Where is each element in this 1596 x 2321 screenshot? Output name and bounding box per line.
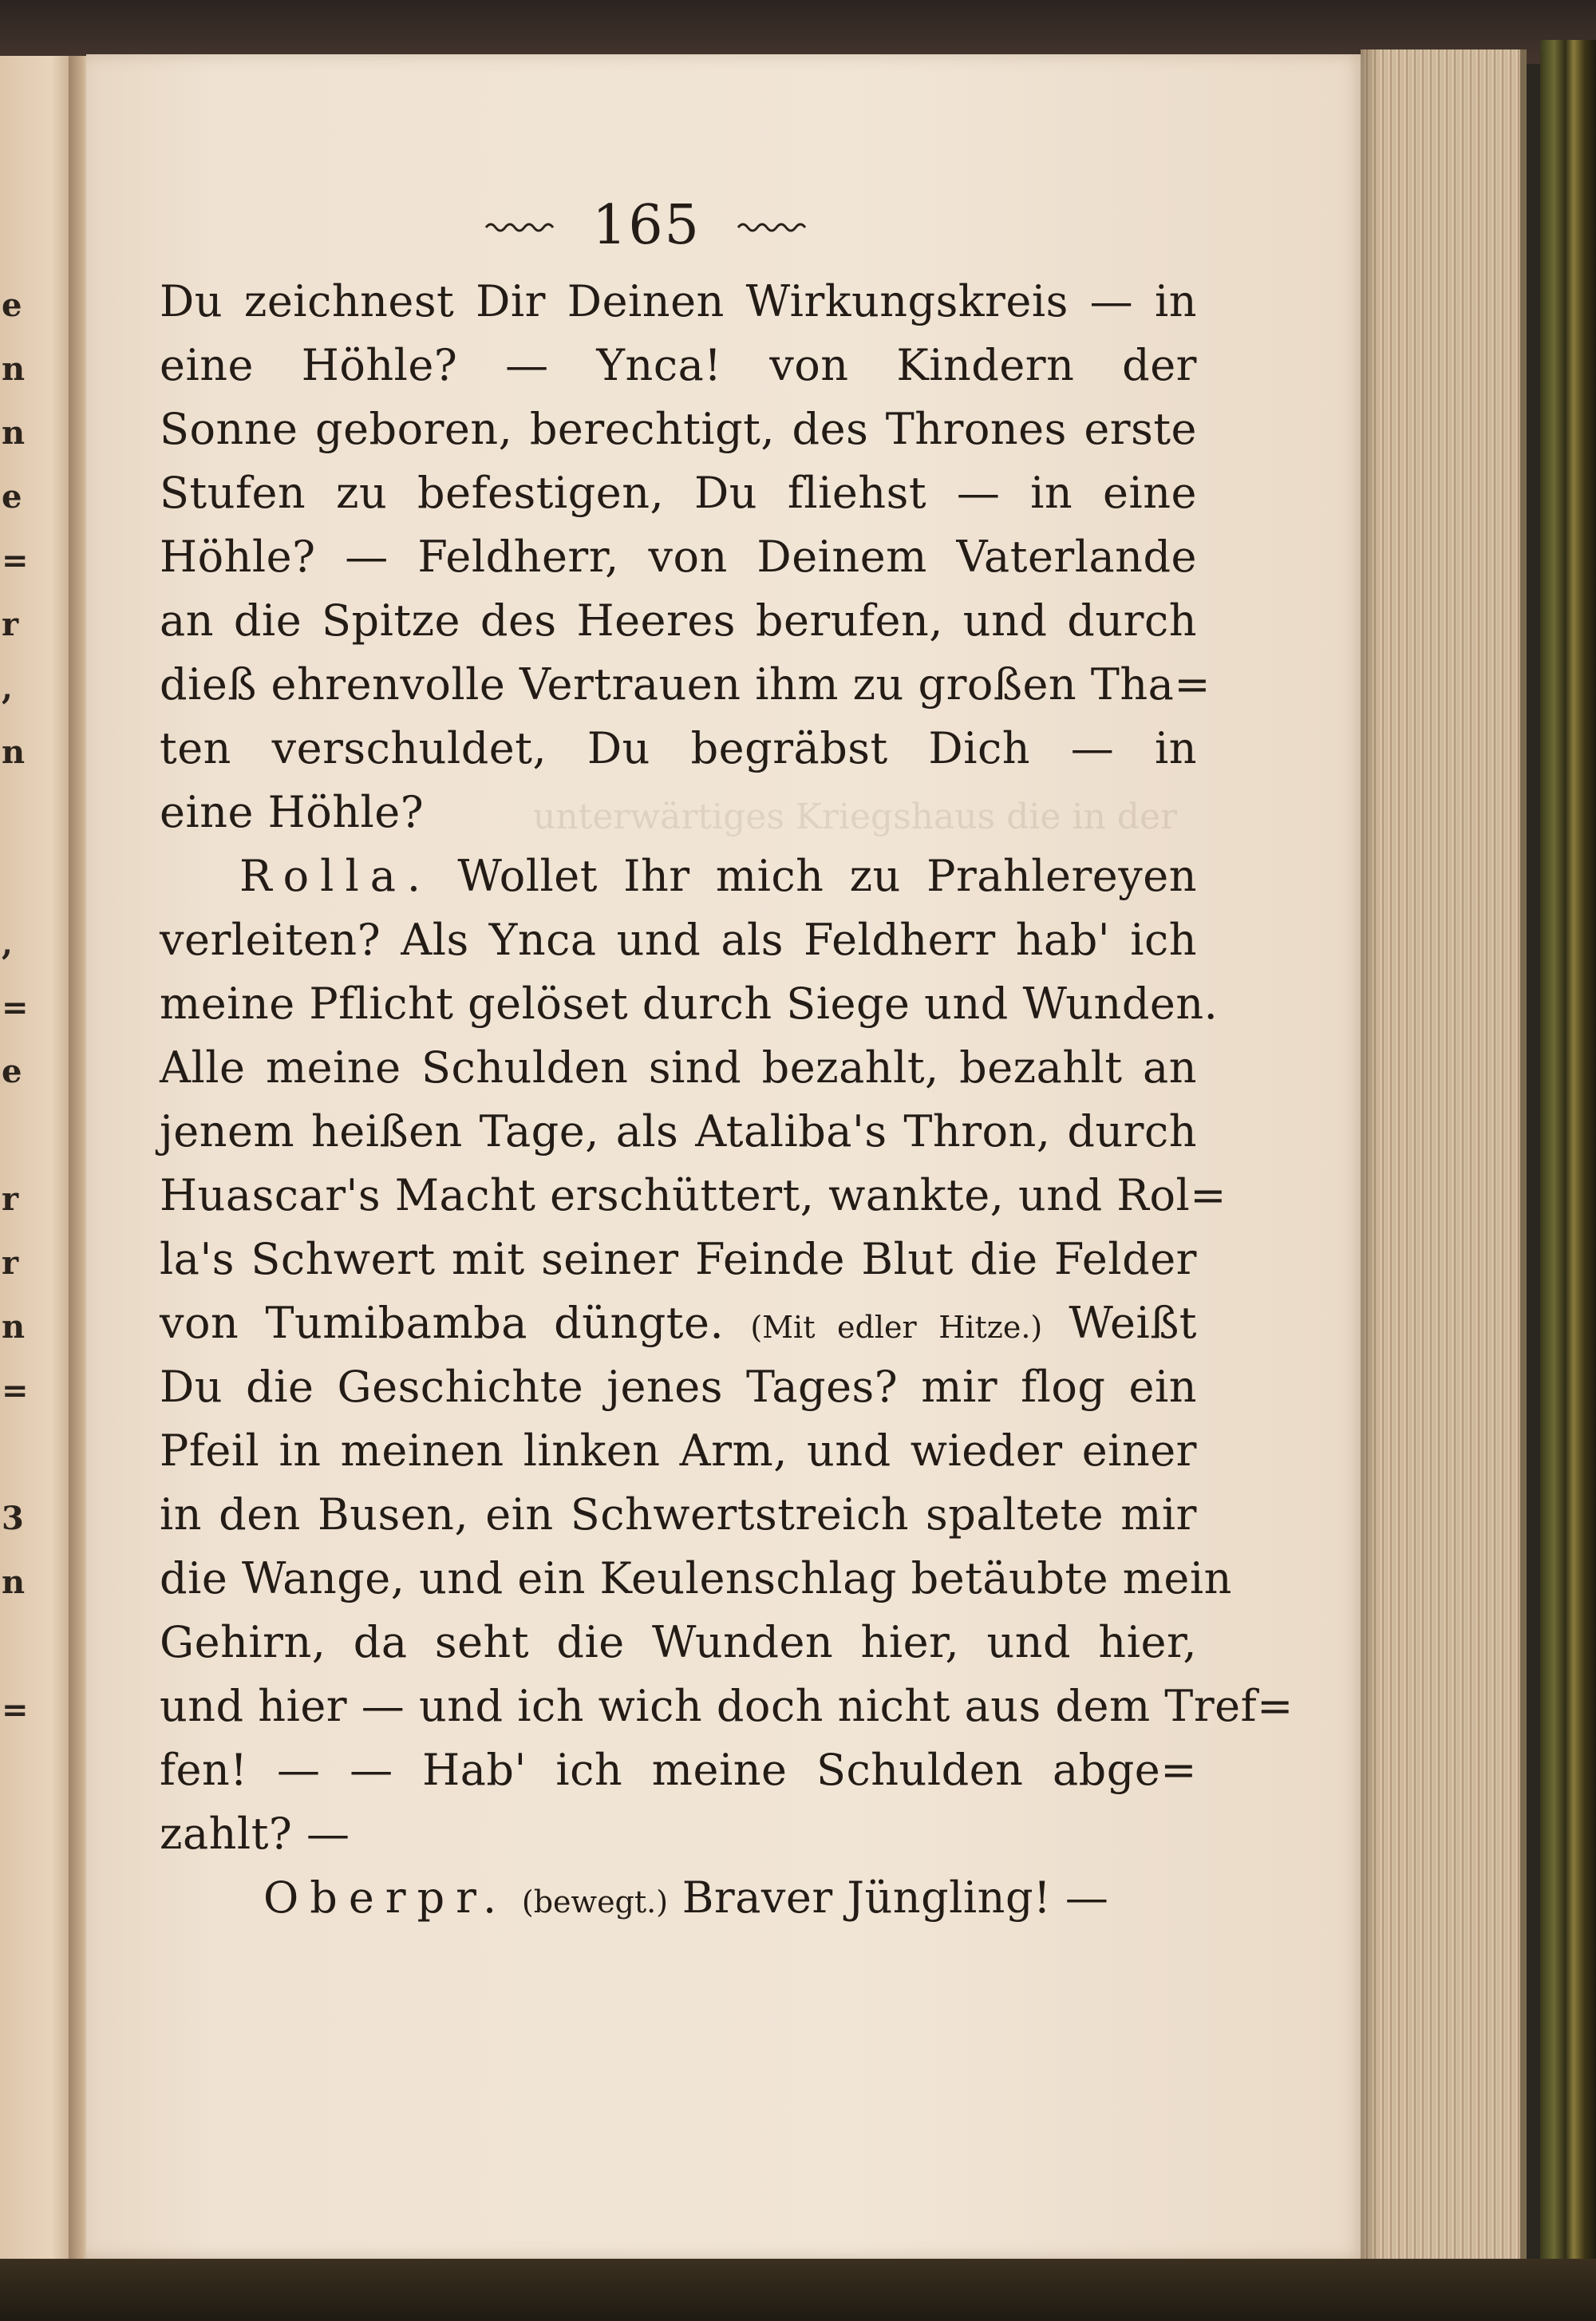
facing-page-letter: n <box>2 414 26 452</box>
speaker-line <box>160 1866 1197 1930</box>
text-fragment: Braver Jüngling! — <box>681 1872 1109 1923</box>
facing-page-letter: = <box>2 1691 29 1729</box>
facing-page-letter: r <box>2 1244 19 1282</box>
text-line: Stufen zu befestigen, Du fliehst — in eine <box>160 468 1197 518</box>
text-fragment: Wollet Ihr mich zu Prahlereyen <box>457 851 1198 901</box>
speaker-line <box>160 844 1197 908</box>
facing-page-letter: = <box>2 1372 29 1410</box>
facing-page-letter: r <box>2 606 19 643</box>
ornament-right-icon <box>737 219 808 232</box>
text-line: Höhle? — Feldherr, von Deinem Vaterlande <box>160 532 1197 582</box>
text-fragment: Weißt <box>1069 1298 1198 1348</box>
left-page-strip <box>0 56 73 2259</box>
text-fragment: von Tumibamba düngte. <box>160 1298 725 1348</box>
text-line: zahlt? — <box>160 1809 350 1859</box>
text-line: ten verschuldet, Du begräbst Dich — in <box>160 723 1197 773</box>
facing-page-letter: n <box>2 733 26 771</box>
text-line: die Wange, und ein Keulenschlag betäubte mein <box>160 1553 1232 1603</box>
text-line: verleiten? Als Ynca und als Feldherr hab' ich <box>160 915 1197 965</box>
facing-page-letter: n <box>2 1308 26 1346</box>
facing-page-letter: e <box>2 478 22 516</box>
book-binding <box>1540 40 1596 2299</box>
facing-page-letter: e <box>2 1053 22 1090</box>
stage-direction: (bewegt.) <box>521 1884 669 1920</box>
facing-page-letter: 3 <box>2 1500 24 1537</box>
text-line: an die Spitze des Heeres berufen, und durch <box>160 595 1197 646</box>
text-line-with-stage-direction <box>160 1291 1197 1355</box>
text-line: Du zeichnest Dir Deinen Wirkungskreis — in <box>160 276 1197 326</box>
text-line: und hier — und ich wich doch nicht aus dem Tref= <box>160 1681 1294 1731</box>
show-through-text: unterwärtiges Kriegshaus die in der <box>533 797 1178 837</box>
text-line: la's Schwert mit seiner Feinde Blut die Felder <box>160 1234 1197 1284</box>
book-cover-bottom <box>0 2259 1596 2321</box>
text-line: Pfeil in meinen linken Arm, und wieder einer <box>160 1425 1197 1476</box>
stage-direction: (Mit edler Hitze.) <box>750 1310 1043 1345</box>
page-number: 165 <box>592 194 701 257</box>
facing-page-letter: n <box>2 1564 26 1601</box>
page-fore-edge <box>1361 49 1527 2276</box>
facing-page-letter: , <box>2 670 13 707</box>
text-line: Du die Geschichte jenes Tages? mir flog ein <box>160 1362 1197 1412</box>
text-line: fen! — — Hab' ich meine Schulden abge= <box>160 1745 1197 1795</box>
facing-page-letter: , <box>2 925 13 963</box>
text-line: eine Höhle? <box>160 787 425 837</box>
text-line: meine Pflicht gelöset durch Siege und Wunden. <box>160 979 1219 1029</box>
facing-page-letter: e <box>2 287 22 324</box>
page-header <box>463 190 830 262</box>
text-line: in den Busen, ein Schwertstreich spaltete mir <box>160 1489 1197 1540</box>
text-line: eine Höhle? — Ynca! von Kindern der <box>160 340 1197 390</box>
facing-page-letter: = <box>2 542 29 579</box>
ornament-left-icon <box>484 219 556 232</box>
text-line: Gehirn, da seht die Wunden hier, und hier, <box>160 1617 1197 1667</box>
facing-page-letter: = <box>2 989 29 1026</box>
page-edge-shadow <box>1361 49 1380 2276</box>
text-line: Sonne geboren, berechtigt, des Thrones erste <box>160 404 1197 454</box>
text-line: Alle meine Schulden sind bezahlt, bezahlt an <box>160 1042 1197 1093</box>
text-line: jenem heißen Tage, als Ataliba's Thron, durch <box>160 1106 1197 1157</box>
speaker-name: Oberpr. <box>263 1872 508 1923</box>
speaker-name: Rolla. <box>239 851 433 901</box>
facing-page-letter: n <box>2 350 26 388</box>
text-line: dieß ehrenvolle Vertrauen ihm zu großen Tha= <box>160 659 1211 710</box>
text-line: Huascar's Macht erschüttert, wankte, und Rol= <box>160 1170 1227 1220</box>
facing-page-letter: r <box>2 1180 19 1218</box>
